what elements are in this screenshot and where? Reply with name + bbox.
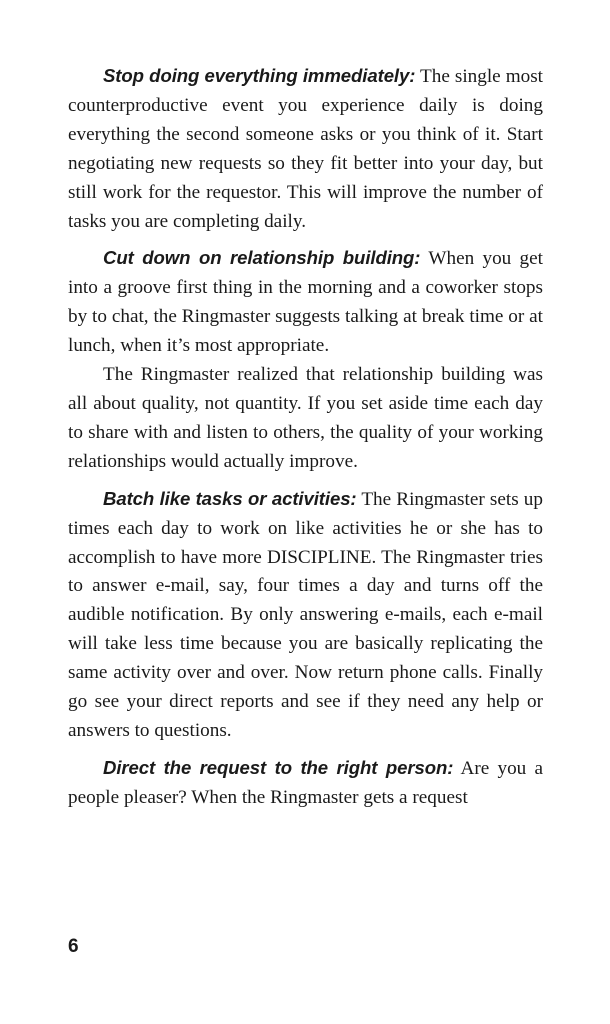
paragraph-direct-request <box>68 754 543 813</box>
lead-heading: Direct the request to the right person: <box>103 756 454 778</box>
paragraph-batch-tasks <box>68 485 543 746</box>
lead-heading: Stop doing everything immediately: <box>103 65 416 86</box>
paragraph-text: The Ringmaster sets up times each day to work on like activities he or she has to accomplish to have more DISCIPLINE. The Ringmaster tries to answer e-mail, say, four times a day and turns off the audible notification. By only answering e-mails, each e-mail will take less time because you are basically replicating the same activity over and over. Now return phone calls. Finally go see your direct reports and see if they need any help or answers to questions. <box>68 488 543 741</box>
paragraph-relationship-quality <box>68 361 543 477</box>
paragraph-stop-doing-everything <box>68 62 543 236</box>
page-number: 6 <box>68 936 79 957</box>
paragraph-text: The single most counterproductive event you experience daily is doing everything the second someone asks or you think of it. Start negotiating new requests so they fit better into your day, but still work for the requestor. This will improve the number of tasks you are completing daily. <box>68 66 544 232</box>
page-body <box>68 62 543 813</box>
paragraph-cut-down-relationship <box>68 244 543 361</box>
lead-heading: Cut down on relationship building: <box>103 247 421 269</box>
paragraph-text: When you get into a groove first thing in the morning and a coworker stops by to chat, the Ringmaster suggests talking at break time or at lunch, when it’s most appropriate. <box>68 248 544 357</box>
paragraph-text: Are you a people pleaser? When the Ringmaster gets a request <box>68 757 543 808</box>
lead-heading: Batch like tasks or activities: <box>103 487 357 509</box>
paragraph-text: The Ringmaster realized that relationship building was all about quality, not quantity. If you set aside time each day to share with and listen to others, the quality of your working relationships would actually improve. <box>68 364 543 472</box>
